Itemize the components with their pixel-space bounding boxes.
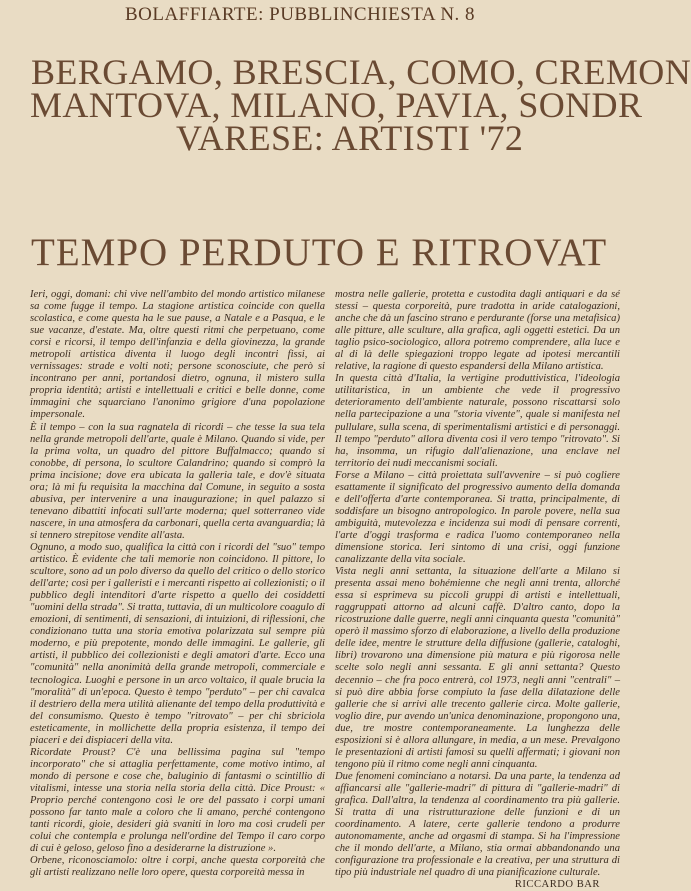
paragraph: È il tempo – con la sua ragnatela di ricordi – che tesse la sua tela nella grande metropoli dell'arte, quale è Milano. Quando si vide, per la prima volta, un quadro del pittore Buffalmacco; quando si conobbe, di persona, lo scultore Calandrino; quando si comprò la prima incisione; dove era ubicata la galleria tale, e dov'è situata ora; là mi fu requisita la macchina dal Comune, in seguito a sosta abusiva, per intervenire a una inaugurazione; in quel palazzo si tenevano dibattiti infocati sull'arte moderna; quel sotterraneo vide nascere, in una atmosfera da carbonari, quella certa avanguardia; là si tennero strepitose vendite all'asta.	[30, 421, 325, 541]
paragraph: Vista negli anni settanta, la situazione dell'arte a Milano si presenta assai meno bohémienne che negli anni trenta, allorché essa si esprimeva su piccoli gruppi di artisti e intellettuali, raggruppati attorno ad alcuni caffè. D'altro canto, dopo la ricostruzione dalle guerre, negli anni cinquanta questa "comunità" operò il massimo sforzo di elaborazione, a livello della produzione delle idee, mentre le strutture della diffusione (gallerie, cataloghi, libri) trovarono una dimensione più matura e più rigorosa nelle scelte solo negli anni sessanta. E gli anni settanta? Questo decennio – che fra poco entrerà, col 1973, negli anni "centrali" – si può dire abbia forse compiuto la fase della dilatazione delle gallerie che si arrivi alle trecento gallerie circa. Molte gallerie, voglio dire, pur avendo un'unica denominazione, propongono una, due, tre mostre contemporaneamente. La lunghezza delle esposizioni si è allora allungare, in media, a un mese. Prevalgono le presentazioni di artisti famosi su quelli affermati; i giovani non tengono più il ritmo come negli anni cinquanta.	[335, 566, 620, 770]
author-signature: RICCARDO BAR	[514, 879, 600, 891]
series-header: BOLAFFIARTE: PUBBLINCHIESTA N. 8	[124, 4, 476, 25]
paragraph: Ieri, oggi, domani: chi vive nell'ambito del mondo artistico milanese sa come fugge il tempo. La stagione artistica coincide con quella scolastica, e come questa ha le sue pause, a Natale e a Pasqua, e le sue vacanze, d'estate. Ma, oltre questi ritmi che perpetuano, come corsi e ricorsi, il tempo dell'infanzia e della giovinezza, la grande metropoli artistica diventa il luogo degli incontri fissi, ai vernissages: strade e volti noti; persone sconosciute, che però si incontrano per anni, portandosi dietro, ognuna, il mistero sulla propria identità; artisti e intellettuali e critici e belle donne, come immagini che squarciano l'anonimo grigiore d'una popolazione impersonale.	[30, 289, 325, 421]
article-body	[0, 289, 620, 891]
paragraph: In questa città d'Italia, la vertigine produttivistica, l'ideologia utilitaristica, in un ambiente che vede il progressivo deterioramento dell'ambiente naturale, possono riscattarsi solo nella partecipazione a una "storia vivente", quale si manifesta nel pullulare, sulla scena, di sperimentalismi artistici e di personaggi. Il tempo "perduto" allora diventa così il vero tempo "ritrovato". Si ha, insomma, un rifugio dall'alienazione, una enclave nel territorio dei nudi meccanismi sociali.	[335, 373, 620, 469]
title-line-1: BERGAMO, BRESCIA, COMO, CREMON	[31, 52, 691, 92]
article-headline: TEMPO PERDUTO E RITROVAT	[31, 231, 608, 274]
title-line-3: VARESE: ARTISTI '72	[176, 118, 524, 158]
paragraph: Ognuno, a modo suo, qualifica la città con i ricordi del "suo" tempo artistico. È evidente che tali memorie non coincidono. Il pittore, lo scultore, sono ad un polo diverso da quello del critico o dello storico dell'arte; così per i galleristi e i mercanti rispetto ai collezionisti; o il pubblico degli intenditori d'arte rispetto a quello dei cosiddetti "uomini della strada". Si tratta, tuttavia, di un multicolore coagulo di emozioni, di sentimenti, di sensazioni, di intuizioni, di riflessioni, che condizionano tutta una storia emotiva polarizzata sul sempre più moderno, e più prepotente, mondo delle immagini. Le gallerie, gli artisti, il pubblico dei collezionisti e degli amatori d'arte. Ecco una "comunità" nella anonimità della grande metropoli, commerciale e tecnologica. Luoghi e persone in un arco voltaico, il quale brucia la "moralità" di un'epoca. Questo è tempo "perduto" – per chi cavalca il destriero della mera utilità alienante del tempo della produttività e del consumismo. Questo è tempo "ritrovato" – per chi sbriciola esteticamente, in mollichette della propria esistenza, il tempo dei piaceri e dei dispiaceri della vita.	[30, 541, 325, 746]
paragraph: Ricordate Proust? C'è una bellissima pagina sul "tempo incorporato" che si attaglia perfettamente, come motivo intimo, al mondo di persone e cose che, baluginio di fantasmi o scintillio di vitalismi, intesse una storia nella storia della città. Dice Proust: « Proprio perché contengono così le ore del passato i corpi umani possono far tanto male a coloro che li amano, perché contengono tanti ricordi, gioie, desideri già svaniti in loro ma così crudeli per colui che contempla e prolunga nell'ordine del Tempo il caro corpo di cui è geloso, geloso fino a desiderarne la distruzione ».	[30, 746, 325, 855]
paragraph: Due fenomeni cominciano a notarsi. Da una parte, la tendenza ad affiancarsi alle "gallerie-madri" di pittura di "gallerie-madri" di grafica. Dall'altra, la tendenza al coordinamento tra più gallerie. Si tratta di una ristrutturazione delle funzioni e di un coordinamento. A latere, certe gallerie tendono a produrre autonomamente, anche ad orgasmi di stampa. Si ha l'impressione che il mondo dell'arte, a Milano, stia ormai abbandonando una configurazione tra professionale e la creativa, per una struttura di tipo più industriale nel quadro di una pianificazione culturale.	[335, 770, 620, 879]
title-line-2: MANTOVA, MILANO, PAVIA, SONDR	[30, 85, 643, 125]
right-column	[335, 289, 620, 891]
left-column	[30, 289, 325, 879]
paragraph: Forse a Milano – città proiettata sull'avvenire – si può cogliere esattamente il significato del progressivo aumento della domanda e dell'offerta d'arte contemporanea. Si tratta, principalmente, di soddisfare un bisogno antropologico. In parole povere, nella sua ambiguità, mutevolezza e incidenza sui modi di pensare correnti, l'arte d'oggi trasforma e radica l'uomo contemporaneo nella dimensione storica. Ieri sintomo di una crisi, oggi funzione canalizzante della vita sociale.	[335, 469, 620, 566]
title-block	[0, 52, 691, 158]
paragraph: mostra nelle gallerie, protetta e custodita dagli antiquari e da sé stessi – questa corporeità, pure tradotta in aride catalogazioni, anche che dà un fascino strano e perdurante (forse una metafisica) alle pitture, alle sculture, alla grafica, agli oggetti estetici. Da un taglio psico-sociologico, allora potremo comprendere, alla luce e al di là delle spiegazioni troppo legate ad ipotesi mercantili relative, la ragione di questo espandersi della Milano artistica.	[335, 289, 620, 373]
paragraph: Orbene, riconosciamolo: oltre i corpi, anche questa corporeità che gli artisti realizzano nelle loro opere, questa corporeità messa in	[30, 855, 325, 879]
